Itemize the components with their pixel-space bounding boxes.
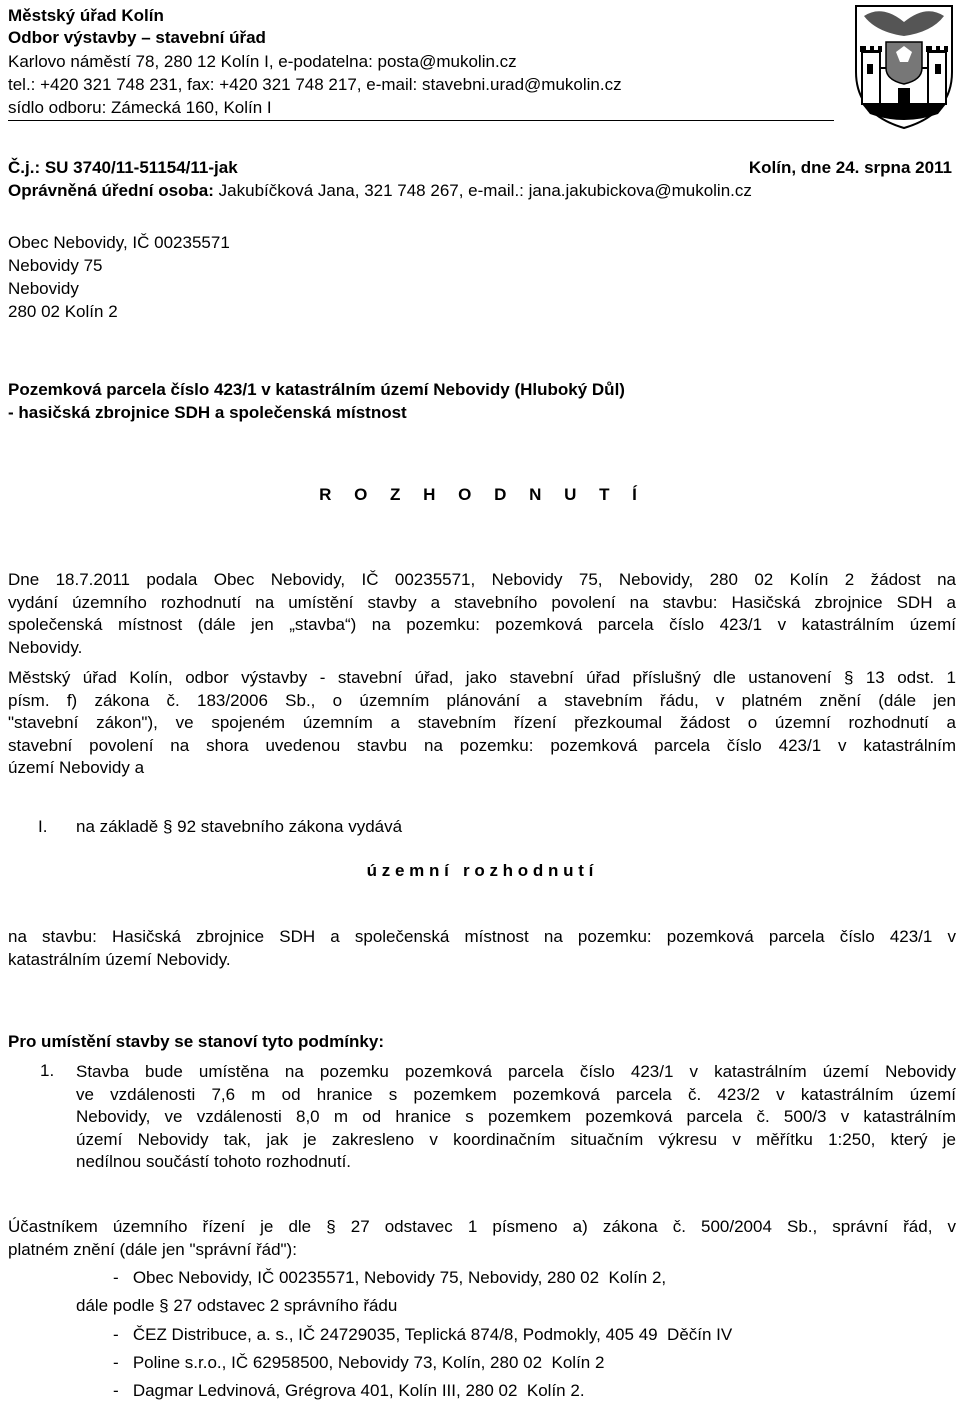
office-seat: sídlo odboru: Zámecká 160, Kolín I [8, 98, 272, 117]
recipient-town: Nebovidy [8, 279, 79, 298]
paragraph-line: "stavební zákon"), ve spojeném územním a stavebním řízení přezkoumal žádost o územní rozhodnutí a [8, 713, 956, 732]
paragraph-authority [8, 667, 956, 780]
condition-line: nedílnou součástí tohoto rozhodnutí. [76, 1152, 352, 1171]
subject-line-1: Pozemková parcela číslo 423/1 v katastrálním území Nebovidy (Hluboký Důl) [8, 380, 625, 399]
paragraph-line: stavební povolení na shora uvedenou stavbu na pozemku: pozemková parcela číslo 423/1 v katastrálním [8, 735, 956, 755]
paragraph-line: Nebovidy. [8, 637, 83, 657]
participant-item: - Obec Nebovidy, IČ 00235571, Nebovidy 75, Nebovidy, 280 02 Kolín 2, [113, 1268, 667, 1287]
participant-item: - Dagmar Ledvinová, Grégrova 401, Kolín III, 280 02 Kolín 2. [113, 1381, 585, 1400]
participant-item: - Poline s.r.o., IČ 62958500, Nebovidy 73, Kolín, 280 02 Kolín 2 [113, 1353, 605, 1372]
participants-further: dále podle § 27 odstavec 2 správního řádu [76, 1296, 398, 1315]
official-label: Oprávněná úřední osoba: [8, 181, 214, 200]
paragraph-line: území Nebovidy a [8, 758, 145, 777]
coat-of-arms-icon [852, 2, 956, 130]
reference-value: SU 3740/11-51154/11-jak [40, 158, 238, 177]
recipient-name: Obec Nebovidy, IČ 00235571 [8, 233, 230, 252]
condition-line: Nebovidy, ve vzdálenosti 8,0 m od hranice s pozemkem pozemková parcela č. 500/3 v katastrálním [76, 1107, 956, 1126]
issue-date: Kolín, dne 24. srpna 2011 [748, 158, 952, 177]
office-address: Karlovo náměstí 78, 280 12 Kolín I, e-podatelna: posta@mukolin.cz [8, 52, 517, 71]
official-person [8, 181, 752, 201]
condition-line: území Nebovidy tak, jak je zakresleno v koordinačním situačním výkresu v měřítku 1:250, který je [76, 1129, 956, 1149]
condition-number: 1. [40, 1061, 55, 1080]
office-contact: tel.: +420 321 748 231, fax: +420 321 748 217, e-mail: stavebni.urad@mukolin.cz [8, 75, 622, 94]
department-name: Odbor výstavby – stavební úřad [8, 28, 266, 47]
zoning-decision-title: ú z e m n í r o z h o d n u t í [366, 861, 594, 880]
conditions-heading: Pro umístění stavby se stanoví tyto podmínky: [8, 1032, 384, 1051]
section-text: na základě § 92 stavebního zákona vydává [76, 817, 403, 836]
paragraph-application [8, 569, 956, 659]
recipient-postcode: 280 02 Kolín 2 [8, 302, 118, 321]
participants-intro [8, 1216, 956, 1261]
paragraph-line: na stavbu: Hasičská zbrojnice SDH a společenská místnost na pozemku: pozemková parcela číslo 423/1 v [8, 927, 956, 946]
official-value: Jakubíčková Jana, 321 748 267, e-mail.: jana.jakubickova@mukolin.cz [213, 181, 752, 200]
office-name: Městský úřad Kolín [8, 6, 164, 25]
paragraph-construction [8, 926, 956, 971]
section-number: I. [38, 817, 48, 836]
subject-line-2: - hasičská zbrojnice SDH a společenská místnost [8, 403, 407, 422]
paragraph-line: Dne 18.7.2011 podala Obec Nebovidy, IČ 00235571, Nebovidy 75, Nebovidy, 280 02 Kolín 2 žádost na [8, 570, 956, 589]
paragraph-line: písm. f) zákona č. 183/2006 Sb., o územním plánování a stavebním řádu, v platném znění (dále jen [8, 690, 956, 710]
reference-label: Č.j.: [8, 158, 41, 177]
recipient-street: Nebovidy 75 [8, 256, 103, 275]
condition-line: Stavba bude umístěna na pozemku pozemková parcela číslo 423/1 v katastrálním území Nebovidy [76, 1062, 956, 1081]
reference-number [8, 158, 238, 178]
decision-title: R O Z H O D N U T Í [319, 485, 641, 504]
paragraph-line: katastrálním území Nebovidy. [8, 949, 231, 969]
paragraph-line: Účastníkem územního řízení je dle § 27 odstavec 1 písmeno a) zákona č. 500/2004 Sb., správní řád, v [8, 1217, 956, 1236]
paragraph-line: Městský úřad Kolín, odbor výstavby - stavební úřad, jako stavební úřad příslušný dle ustanovení § 13 odst. 1 [8, 668, 956, 687]
condition-text [76, 1061, 956, 1174]
participant-item: - ČEZ Distribuce, a. s., IČ 24729035, Teplická 874/8, Podmokly, 405 49 Děčín IV [113, 1325, 733, 1344]
paragraph-line: platném znění (dále jen "správní řád"): [8, 1239, 297, 1259]
header-divider [8, 120, 834, 121]
paragraph-line: vydání územního rozhodnutí na umístění stavby a stavebního povolení na stavbu: Hasičská zbrojnice SDH a [8, 592, 956, 612]
paragraph-line: společenská místnost (dále jen „stavba“) na pozemku: pozemková parcela číslo 423/1 v katastrálním území [8, 615, 956, 634]
condition-line: ve vzdálenosti 7,6 m od hranice s pozemkem pozemková parcela č. 423/2 v katastrálním území [76, 1084, 956, 1104]
